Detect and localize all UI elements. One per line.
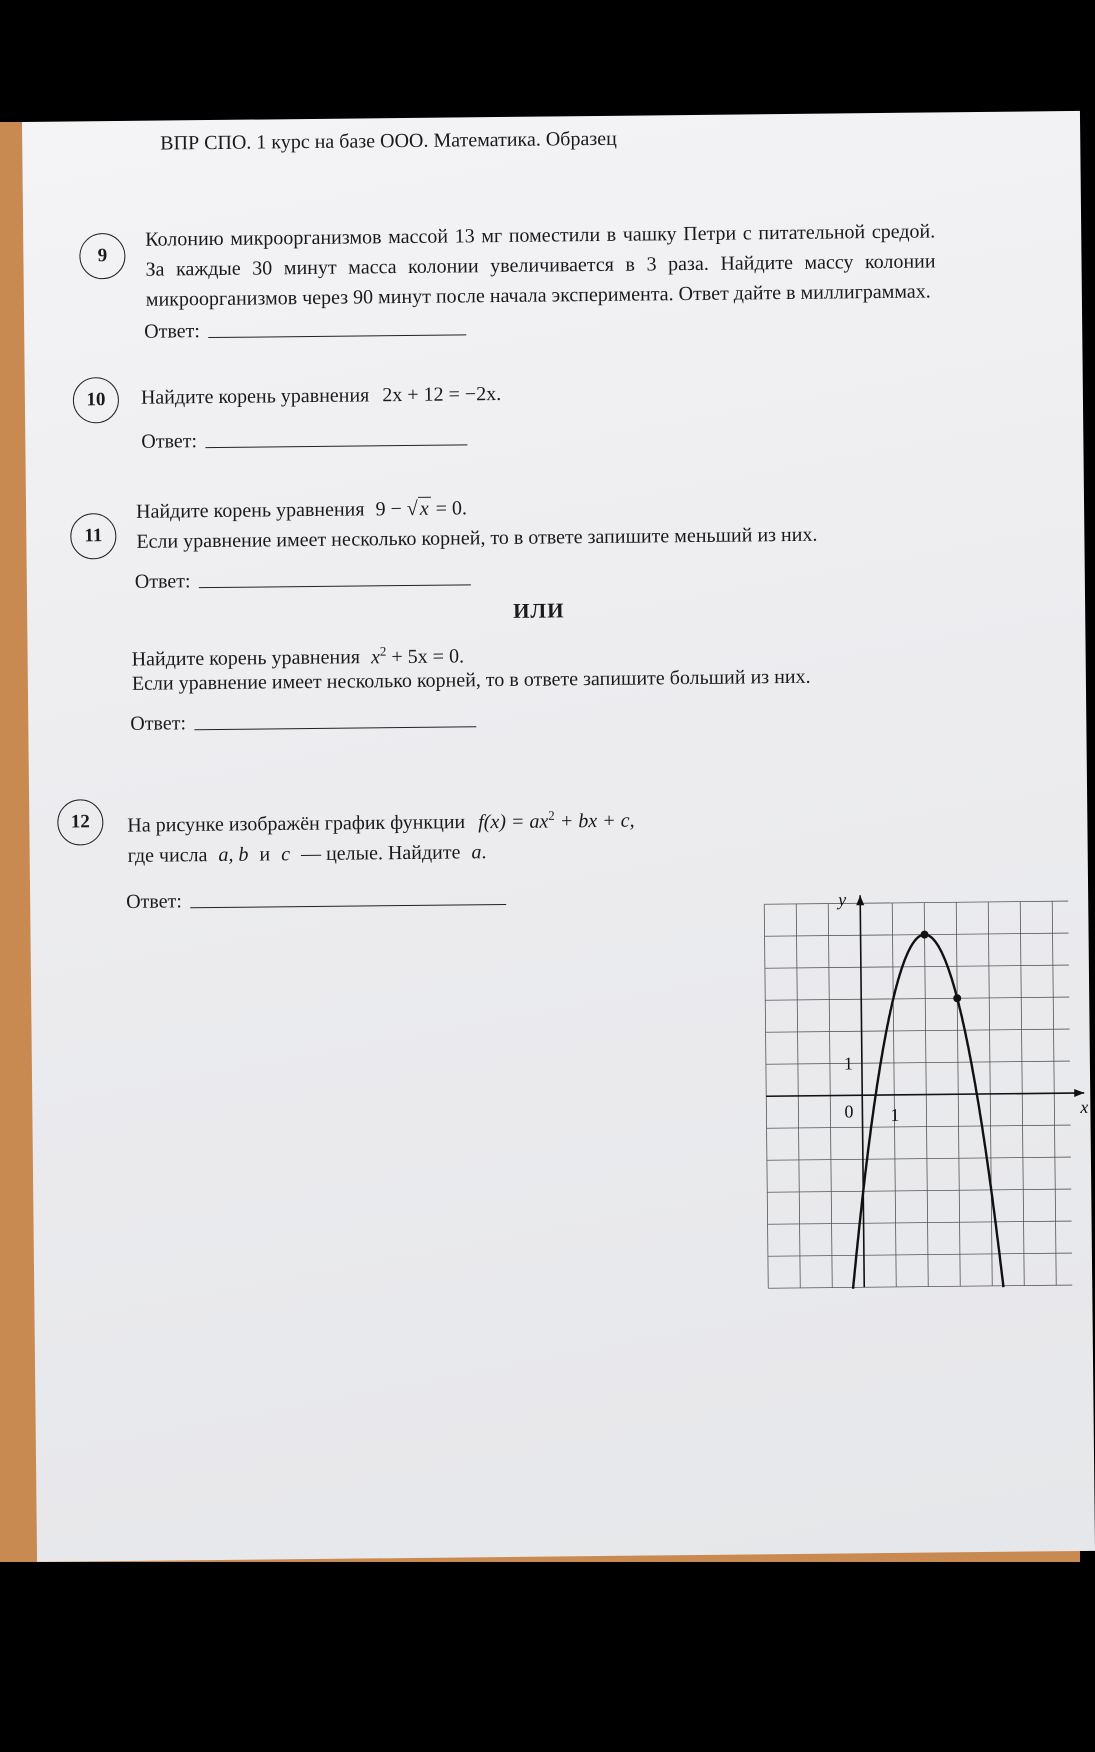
parabola-graph [770,863,1089,1266]
y-unit-label: 1 [843,1053,854,1074]
or-separator: ИЛИ [513,598,565,623]
q11a-line-2: Если уравнение имеет несколько корней, то в ответе запишите меньший из них. [136,523,818,553]
answer-line[interactable] [208,333,466,338]
vertex-point [921,931,929,939]
grid-line-horizontal [767,1125,1071,1128]
y-axis [860,895,864,1287]
grid-line-horizontal [768,1253,1072,1256]
grid-line-horizontal [768,1285,1072,1288]
q11b-line-2: Если уравнение имеет несколько корней, то в ответе запишите больший из них. [131,665,811,695]
grid-line-horizontal [764,901,1068,904]
question-number-9: 9 [79,233,125,279]
q10-text [141,379,502,413]
answer-line[interactable] [194,725,476,730]
grid-line-horizontal [766,1061,1070,1064]
grid-line-horizontal [767,1157,1071,1160]
q12-line-2 [128,837,487,871]
question-number-12: 12 [57,799,103,845]
y-axis-label: y [838,889,847,910]
func-exponent: 2 [548,807,555,823]
grid-line-horizontal [767,1189,1071,1192]
origin-label: 0 [844,1101,854,1122]
grid-line-horizontal [765,965,1069,968]
answer-label: Ответ: [130,712,187,735]
eq-exponent: 2 [379,643,387,659]
q12-end: . [481,841,487,864]
curve-point [953,994,961,1002]
func-part-b: + bx + c, [554,809,635,833]
y-axis-arrow [856,895,864,905]
q10-prefix: Найдите корень уравнения [140,384,370,409]
q12-prefix: На рисунке изображён график функции [127,811,466,837]
eq-base: x [370,645,381,669]
q10-equation: 2x + 12 = −2x. [382,382,502,407]
x-axis-arrow [1074,1089,1084,1097]
q9-line-1: Колонию микроорганизмов массой 13 мг поместили в чашку Петри с питательной средой. [145,220,936,251]
eq-radicand: x [419,497,429,520]
photo-background [0,122,1089,1562]
answer-line[interactable] [199,583,471,588]
q11b-prefix: Найдите корень уравнения [131,646,361,671]
answer-label: Ответ: [126,890,182,913]
q12-find: — целые. Найдите [300,841,461,866]
q11a-equation [375,497,467,520]
q10-answer[interactable] [141,427,467,453]
q12-line-1 [127,800,635,841]
q9-answer[interactable] [144,317,466,343]
question-number-11: 11 [70,513,116,559]
q12-where: где числа [127,844,208,867]
q12-vars: a, b [218,843,249,866]
page-header: ВПР СПО. 1 курс на базе ООО. Математика. Образец [160,127,617,155]
q12-function [478,809,635,833]
grid-line-horizontal [765,997,1069,1000]
q11a-prefix: Найдите корень уравнения [135,498,365,523]
question-number-10: 10 [73,377,119,423]
answer-label: Ответ: [141,430,198,453]
eq-left: 9 − √ [375,497,418,521]
q11a-answer[interactable] [135,567,471,594]
q12-answer[interactable] [126,887,506,914]
answer-label: Ответ: [144,320,201,343]
grid-line-horizontal [766,1029,1070,1032]
grid-line-horizontal [765,933,1069,936]
q11b-answer[interactable] [130,709,476,736]
q9-line-3: микроорганизмов через 90 минут после начала эксперимента. Ответ дайте в миллиграммах. [145,280,931,311]
answer-line[interactable] [205,443,467,448]
eq-rest: + 5x = 0. [386,645,465,668]
q9-line-2: За каждые 30 минут масса колонии увеличивается в 3 раза. Найдите массу колонии [145,250,936,281]
answer-label: Ответ: [134,570,191,593]
grid-line-horizontal [768,1221,1072,1224]
x-axis-label: x [1080,1096,1089,1117]
x-axis [766,1093,1084,1096]
q12-and: и [259,843,271,866]
answer-line[interactable] [190,903,506,908]
q11a-line-1 [136,493,467,526]
q12-var-c: c [281,843,291,866]
x-unit-label: 1 [890,1104,900,1125]
func-part-a: f(x) = ax [478,810,549,833]
q12-target: a [471,841,482,864]
exam-sheet [22,111,1095,1562]
eq-right: = 0. [430,497,468,520]
